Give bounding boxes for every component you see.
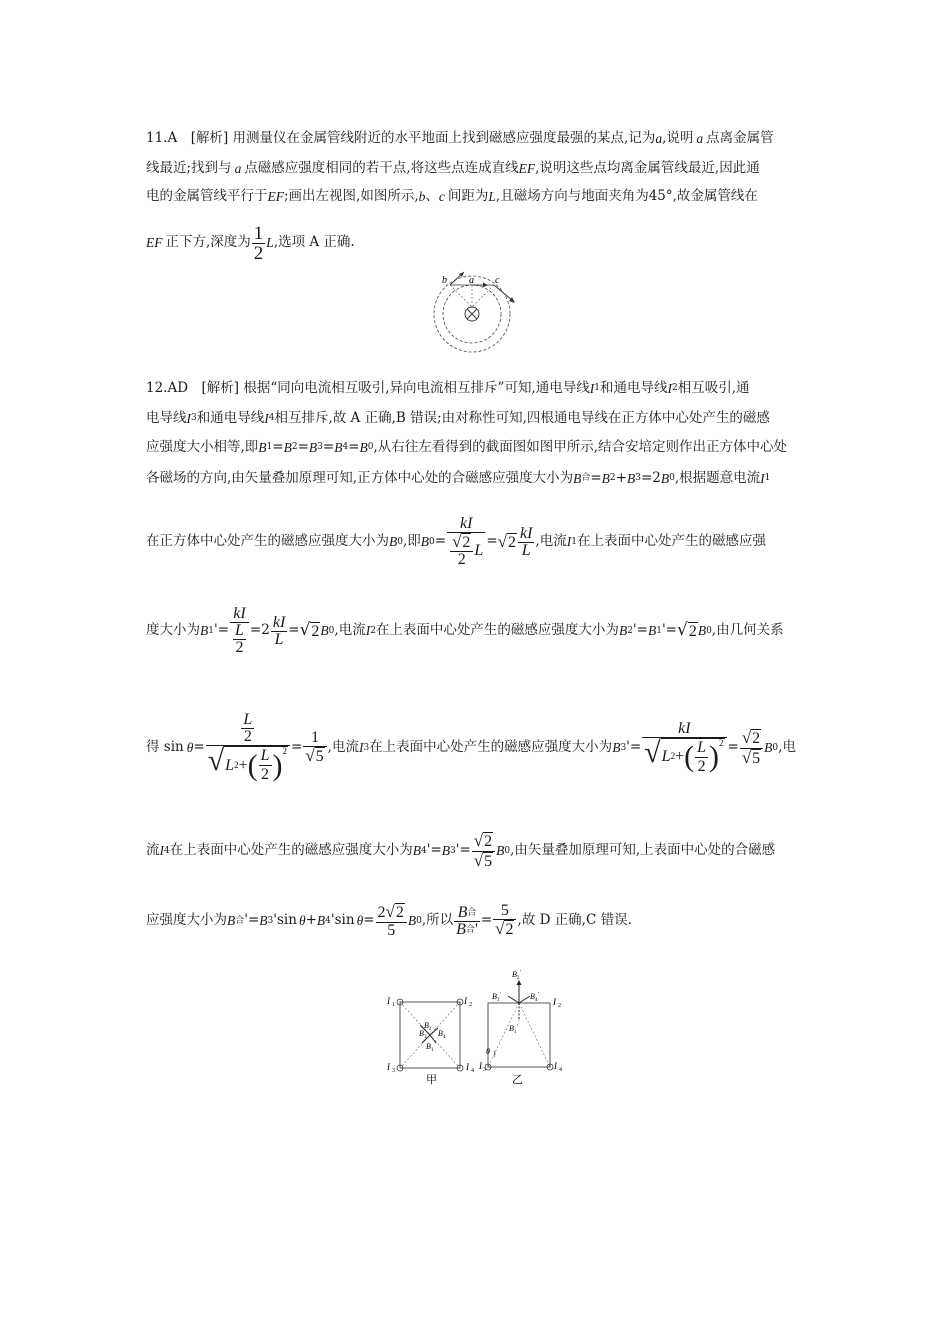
q11-figure bbox=[428, 270, 518, 360]
sub: 3 bbox=[363, 742, 370, 753]
text: 在正方体中心处产生的磁感应强度大小为 bbox=[146, 533, 389, 550]
radicand: 2 bbox=[688, 622, 697, 640]
sub: 3 bbox=[267, 915, 274, 926]
var: L bbox=[661, 748, 671, 766]
label-i1: I bbox=[387, 996, 390, 1006]
text: ,说明 bbox=[662, 130, 694, 146]
sub: 1 bbox=[764, 473, 771, 484]
var: B bbox=[456, 920, 466, 938]
prime: ' bbox=[330, 912, 335, 929]
text: 得 sin bbox=[146, 739, 184, 756]
fraction-b3 bbox=[642, 721, 726, 775]
label-b3: B bbox=[419, 1029, 424, 1038]
label-b1p-prime: ' bbox=[517, 1024, 519, 1030]
sub: 1 bbox=[594, 383, 600, 394]
var: B bbox=[359, 440, 368, 455]
sub: 4 bbox=[342, 442, 349, 453]
label-b2p-sub: 2 bbox=[517, 976, 520, 981]
q12-line-3: 应强度大小相等,即 B 1 = B 2 = B 3 = B 4 = B 0 ,从右往左看得到的截面图如图甲所示,结合安培定则作出正方体中心处 bbox=[146, 439, 788, 455]
var: θ bbox=[186, 740, 194, 756]
label-i4: I bbox=[554, 1061, 557, 1071]
sub: 4 bbox=[420, 845, 427, 856]
sqrt: √ 2 bbox=[299, 619, 320, 640]
var: L bbox=[521, 541, 531, 559]
text: ,故 D 正确,C 错误. bbox=[517, 912, 632, 929]
num: 2 bbox=[652, 470, 661, 486]
label-b: b bbox=[442, 275, 447, 286]
var: I bbox=[279, 613, 286, 631]
sqrt: √ L 2 + ( $\frac{L}{2}$ ) $^2$ bbox=[207, 744, 287, 783]
radicand: 2 bbox=[505, 921, 514, 939]
sqrt: √ 2 bbox=[741, 727, 761, 747]
var: I bbox=[264, 411, 269, 426]
q11-line-1 bbox=[146, 132, 774, 146]
text: 在上表面中心处产生的磁感应强度大小为 bbox=[375, 622, 619, 639]
var: a bbox=[696, 131, 704, 146]
var: B bbox=[258, 440, 267, 455]
num: 1 bbox=[310, 729, 319, 747]
var: EF bbox=[518, 161, 536, 176]
var: B bbox=[407, 913, 417, 929]
var: EF bbox=[267, 189, 284, 204]
sub: 合 bbox=[235, 915, 245, 926]
sqrt: √ 5 bbox=[473, 850, 493, 870]
sub: 2 bbox=[627, 625, 633, 636]
text: ,从右往左看得到的截面图如图甲所示,结合安培定则作出正方体中心处 bbox=[373, 439, 788, 455]
var: I bbox=[760, 471, 765, 486]
text: ,电流 bbox=[327, 739, 359, 756]
sub: 0 bbox=[669, 473, 675, 484]
sqrt: √ 2 bbox=[473, 830, 493, 850]
var: I bbox=[240, 605, 246, 622]
fraction-sqrt2-sqrt5 bbox=[740, 729, 763, 767]
vec-b4p bbox=[519, 996, 530, 1003]
sub: 2 bbox=[291, 442, 298, 453]
q12-line-4: 各磁场的方向,由矢量叠加原理可知,正方体中心处的合磁感应强度大小为 B 合 = B 2 + B 3 = 2 B 0 ,根据题意电流 I 1 bbox=[146, 470, 771, 486]
text: 各磁场的方向,由矢量叠加原理可知,正方体中心处的合磁感应强度大小为 bbox=[146, 470, 574, 486]
label-b4p: B bbox=[530, 992, 535, 1001]
text: 、 bbox=[425, 188, 439, 204]
sqrt: √ 2 bbox=[676, 619, 697, 640]
var: B bbox=[573, 471, 582, 486]
text: ,所以 bbox=[421, 912, 454, 929]
den: 5 bbox=[387, 921, 396, 939]
fraction-5-sqrt2 bbox=[493, 903, 516, 939]
text: ;画出左视图,如图所示, bbox=[284, 188, 419, 204]
var: I bbox=[566, 534, 572, 550]
text: ,电流 bbox=[535, 533, 567, 550]
text: 和通电导线 bbox=[600, 380, 668, 396]
text: 在上表面中心处产生的磁感应强度大小为 bbox=[369, 739, 613, 756]
sub: 1 bbox=[266, 442, 273, 453]
label-theta: θ bbox=[486, 1047, 490, 1056]
caption-jia: 甲 bbox=[426, 1074, 437, 1086]
var: L bbox=[260, 747, 270, 765]
text: ,根据题意电流 bbox=[674, 470, 761, 486]
text: ,由几何关系 bbox=[711, 622, 784, 639]
var: B bbox=[259, 913, 268, 929]
text: 相互吸引,通 bbox=[677, 380, 750, 396]
var: B bbox=[320, 623, 329, 639]
text: 电导线 bbox=[146, 410, 187, 426]
q12-line-1 bbox=[146, 382, 750, 396]
prime: ' bbox=[455, 842, 460, 859]
label-b2: B bbox=[424, 1021, 429, 1030]
q11-line-4 bbox=[146, 222, 355, 264]
var: k bbox=[233, 605, 241, 622]
var: B bbox=[660, 471, 670, 486]
label-i2: I bbox=[553, 997, 556, 1007]
var: L bbox=[225, 756, 235, 774]
var: B bbox=[626, 471, 636, 486]
text: ,电 bbox=[778, 739, 796, 756]
q11-line-3 bbox=[146, 190, 758, 204]
figure-yi bbox=[478, 965, 568, 1085]
var: L bbox=[697, 738, 707, 756]
square bbox=[488, 1003, 550, 1067]
fraction-L-2 bbox=[241, 712, 254, 745]
var: c bbox=[438, 189, 445, 204]
var: B bbox=[496, 843, 505, 859]
num: 5 bbox=[500, 902, 509, 920]
sub: 0 bbox=[772, 742, 779, 753]
sqrt: √ 5 bbox=[741, 747, 761, 767]
radicand: 2 bbox=[752, 729, 761, 747]
sub: 0 bbox=[504, 845, 511, 856]
text: 11.A [解析] 用测量仪在金属管线附近的水平地面上找到磁感应强度最强的某点,记为 bbox=[146, 130, 656, 146]
sub: 4 bbox=[268, 413, 275, 424]
b-radius bbox=[450, 285, 472, 307]
text: 相互排斥,故 A 正确,B 错误;由对称性可知,四根通电导线在正方体中心处产生的磁感 bbox=[274, 410, 770, 426]
var: I bbox=[365, 623, 371, 639]
q12-line-2 bbox=[146, 412, 770, 426]
radicand: 2 bbox=[507, 533, 516, 551]
sub: 4 bbox=[325, 915, 331, 926]
fraction-b0 bbox=[447, 516, 485, 569]
sub: 0 bbox=[706, 625, 712, 636]
var: I bbox=[159, 843, 164, 859]
var: k bbox=[519, 524, 528, 542]
sup: 2 bbox=[719, 737, 724, 748]
var: B bbox=[612, 740, 621, 756]
prime: ' bbox=[213, 622, 218, 639]
text: 点离金属管 bbox=[706, 130, 774, 146]
var: B bbox=[697, 623, 707, 639]
a-arrow-head bbox=[483, 283, 488, 288]
text: 线最近;找到与 bbox=[146, 160, 232, 176]
q12-line-8: 流 I 4 在上表面中心处产生的磁感应强度大小为 B 4 ' = B 3 ' = √ 2 √ 5 B 0 ,由矢量叠加原理可知,上表面中心处的合磁感 bbox=[146, 830, 776, 870]
sqrt: √ 2 bbox=[452, 531, 471, 551]
prime: ' bbox=[244, 912, 248, 929]
text: 在上表面中心处产生的磁感应强度大小为 bbox=[169, 842, 413, 859]
text: 和通电导线 bbox=[196, 410, 265, 426]
var: B bbox=[316, 913, 326, 929]
text: 应强度大小相等,即 bbox=[146, 439, 259, 455]
fraction-b1 bbox=[230, 606, 249, 656]
var: B bbox=[457, 903, 468, 921]
radicand: 2 bbox=[311, 622, 320, 640]
vec-b1 bbox=[430, 1035, 436, 1043]
text: ,且磁场方向与地面夹角为45°,故金属管线在 bbox=[495, 188, 758, 204]
var: I bbox=[667, 381, 672, 396]
label-i2-sub: 2 bbox=[558, 1003, 561, 1009]
var: B bbox=[647, 623, 657, 639]
label-b3p-sub: 3 bbox=[497, 998, 500, 1003]
label-b2p: B bbox=[512, 970, 517, 979]
var: k bbox=[678, 719, 686, 737]
q12-line-9: 应强度大小为 B 合 ' = B 3 ' sin θ + B 4 ' sin θ = 2 √ 2 5 B 0 ,所以 B 合 B 合 ' = 5 √ 2 ,故 D 正确,C 错误. bbox=[146, 902, 632, 939]
var: B bbox=[412, 843, 421, 859]
label-i1-sub: 1 bbox=[392, 1002, 395, 1008]
text: 12.AD [解析] 根据“同向电流相互吸引,异向电流相互排斥”可知,通电导线 bbox=[146, 380, 590, 396]
var: B bbox=[227, 913, 236, 929]
var: a bbox=[234, 161, 242, 176]
sub: 1 bbox=[571, 536, 577, 547]
fraction-half bbox=[252, 224, 266, 263]
text: 在上表面中心处产生的磁感应强 bbox=[576, 533, 766, 550]
text: 正下方,深度为 bbox=[165, 234, 251, 251]
fraction-ratio bbox=[454, 905, 480, 938]
var: EF bbox=[146, 235, 163, 251]
var: B bbox=[389, 534, 398, 550]
label-b3p: B bbox=[492, 992, 497, 1001]
sqrt: √ 2 bbox=[385, 902, 404, 922]
label-a: a bbox=[469, 275, 474, 286]
prime: ' bbox=[632, 622, 637, 639]
sub: 3 bbox=[620, 742, 627, 753]
text: ,电流 bbox=[334, 622, 366, 639]
sub: 4 bbox=[164, 845, 170, 856]
text: ,由矢量叠加原理可知,上表面中心处的合磁感 bbox=[510, 842, 776, 859]
var: B bbox=[441, 843, 450, 859]
label-i2-sub: 2 bbox=[469, 1002, 472, 1008]
var: B bbox=[618, 623, 628, 639]
label-b4-sub: 4 bbox=[443, 1035, 446, 1040]
label-b2-sub: 2 bbox=[429, 1027, 432, 1032]
text: 点磁感应强度相同的若干点,将这些点连成直线 bbox=[244, 160, 519, 176]
line-to-i3 bbox=[488, 1003, 519, 1067]
fraction-L-2 bbox=[695, 739, 708, 775]
radicand: 5 bbox=[315, 748, 324, 766]
var: B bbox=[334, 440, 343, 455]
sub: 0 bbox=[429, 536, 435, 547]
sub: 3 bbox=[191, 413, 197, 424]
sup: 2 bbox=[234, 759, 239, 770]
sub: 3 bbox=[635, 473, 641, 484]
label-b2p-prime: ' bbox=[520, 970, 522, 976]
den: 2 bbox=[243, 728, 252, 746]
prime: ' bbox=[661, 622, 666, 639]
label-i4-sub: 4 bbox=[471, 1068, 474, 1074]
q12-line-6: 度大小为 B 1 ' = k I $\frac{L}{2}$ = 2 k I L = √ 2 B 0 ,电流 I 2 在上表面中心处产生的磁感应强度大小为 B 2 ' = B 1 ' = √ 2 B 0 ,由几何关系 bbox=[146, 605, 784, 656]
prime: ' bbox=[273, 912, 277, 929]
den: 2 bbox=[697, 757, 706, 775]
label-b4p-sub: 4 bbox=[535, 998, 538, 1003]
label-b1-sub: 1 bbox=[431, 1048, 434, 1053]
prime: ' bbox=[426, 842, 431, 859]
var: k bbox=[459, 514, 468, 532]
sub: 0 bbox=[367, 442, 374, 453]
num: 1 bbox=[253, 222, 264, 244]
prime: ' bbox=[626, 739, 630, 756]
sub: 合 bbox=[581, 473, 591, 484]
var: B bbox=[200, 623, 209, 639]
fraction-sqrt2-sqrt5 bbox=[472, 832, 495, 870]
prime: ' bbox=[474, 920, 478, 938]
line-to-i4 bbox=[519, 1003, 550, 1067]
den: 2 bbox=[457, 551, 466, 569]
text: 应强度大小为 bbox=[146, 912, 227, 929]
fraction-kI-L bbox=[518, 526, 534, 559]
sup: 2 bbox=[670, 751, 676, 762]
den: 2 bbox=[253, 242, 264, 264]
var: θ bbox=[298, 913, 306, 929]
var: I bbox=[589, 381, 595, 396]
sub: 1 bbox=[208, 625, 214, 636]
sub: 合 bbox=[467, 907, 477, 917]
var: L bbox=[488, 189, 496, 204]
sub: 合 bbox=[465, 924, 475, 934]
sup: 2 bbox=[282, 746, 287, 757]
var: I bbox=[685, 719, 691, 737]
label-i3-sub: 3 bbox=[483, 1067, 486, 1073]
radicand: 2 bbox=[462, 533, 471, 551]
fraction-2sqrt2-5 bbox=[376, 903, 407, 939]
sub: 0 bbox=[397, 536, 403, 547]
fraction-L-2 bbox=[259, 747, 272, 783]
sub: 3 bbox=[450, 845, 456, 856]
sqrt: √ L 2 + ( $\frac{L}{2}$ ) $^2$ bbox=[644, 735, 724, 775]
var: B bbox=[601, 471, 610, 486]
q11-line-2 bbox=[146, 162, 760, 176]
var: L bbox=[243, 711, 253, 729]
radicand: 5 bbox=[752, 749, 761, 767]
fraction-L-2 bbox=[233, 623, 246, 656]
label-i4: I bbox=[466, 1062, 469, 1072]
den: 2 bbox=[261, 766, 270, 783]
var: I bbox=[467, 514, 473, 532]
radicand: 2 bbox=[395, 904, 404, 922]
text: 间距为 bbox=[447, 188, 489, 204]
label-i3-sub: 3 bbox=[392, 1068, 395, 1074]
label-b1: B bbox=[426, 1042, 431, 1051]
label-b1p: B bbox=[509, 1024, 514, 1033]
text: ,即 bbox=[402, 533, 421, 550]
fraction-kI-L bbox=[271, 615, 287, 648]
num: 2 bbox=[261, 622, 270, 639]
var: k bbox=[272, 613, 280, 631]
c-radius bbox=[472, 285, 494, 307]
label-i3: I bbox=[479, 1061, 482, 1071]
label-i2: I bbox=[464, 996, 467, 1006]
caption-yi: 乙 bbox=[512, 1074, 523, 1085]
sub: 3 bbox=[317, 442, 323, 453]
sqrt: √ 2 bbox=[495, 919, 514, 939]
vec-b3p bbox=[508, 996, 519, 1003]
fraction-sqrt2-over-2 bbox=[450, 533, 473, 569]
den: 2 bbox=[235, 639, 244, 656]
label-b4p-prime: ' bbox=[538, 992, 540, 998]
var: L bbox=[474, 541, 484, 559]
fraction-1-sqrt5 bbox=[303, 730, 326, 766]
sub: 1 bbox=[656, 625, 662, 636]
fraction-sin-theta bbox=[206, 712, 290, 783]
label-b3-sub: 3 bbox=[424, 1035, 427, 1040]
var: θ bbox=[356, 913, 364, 929]
text: 度大小为 bbox=[146, 622, 200, 639]
var: B bbox=[308, 440, 318, 455]
var: I bbox=[186, 411, 191, 426]
sub: 2 bbox=[370, 625, 376, 636]
var: a bbox=[655, 131, 663, 146]
var: B bbox=[283, 440, 292, 455]
var: L bbox=[274, 630, 284, 648]
label-b3p-prime: ' bbox=[500, 992, 502, 998]
var: B bbox=[420, 534, 430, 550]
radicand: 2 bbox=[484, 832, 493, 850]
sqrt: √ 5 bbox=[305, 746, 324, 766]
sub: 2 bbox=[672, 383, 678, 394]
label-i3: I bbox=[387, 1062, 390, 1072]
q12-line-5: 在正方体中心处产生的磁感应强度大小为 B 0 ,即 B 0 = k I √ 2 2 L = √ 2 k I L ,电流 I 1 在上表面中心处产生的磁感应强 bbox=[146, 514, 766, 569]
sub: 0 bbox=[416, 915, 422, 926]
text: 电的金属管线平行于 bbox=[146, 188, 268, 204]
var: B bbox=[764, 740, 773, 756]
sub: 0 bbox=[328, 625, 335, 636]
label-b4: B bbox=[438, 1029, 443, 1038]
var: L bbox=[235, 622, 244, 639]
num: 2 bbox=[377, 903, 386, 921]
label-c: c bbox=[495, 275, 500, 286]
var: I bbox=[358, 740, 364, 756]
sub: 2 bbox=[609, 473, 616, 484]
text: ,选项 A 正确. bbox=[273, 234, 355, 251]
radicand: 5 bbox=[484, 852, 493, 870]
q12-line-7: 得 sin θ = $\frac{L}{2}$ √ L 2 + ( $\frac{L}{2}$ ) $^2$ = 1 √ 5 ,电流 I 3 在上表面中心处产生的磁感应强度大小为 B 3 ' = k I √ L 2 + ( $\frac{L}{2}$ ) $^2$ = √ 2 √ 5 B 0 ,电 bbox=[146, 711, 796, 783]
label-b1p-sub: 1 bbox=[514, 1030, 517, 1035]
text: ,说明这些点均离金属管线最近,因此通 bbox=[535, 160, 760, 176]
label-i4-sub: 4 bbox=[559, 1067, 562, 1073]
sqrt: √ 2 bbox=[497, 531, 516, 551]
var: L bbox=[266, 235, 274, 251]
var: b bbox=[418, 189, 426, 204]
var: I bbox=[527, 524, 533, 542]
figure-jia bbox=[384, 990, 480, 1086]
text: 流 bbox=[146, 842, 160, 859]
